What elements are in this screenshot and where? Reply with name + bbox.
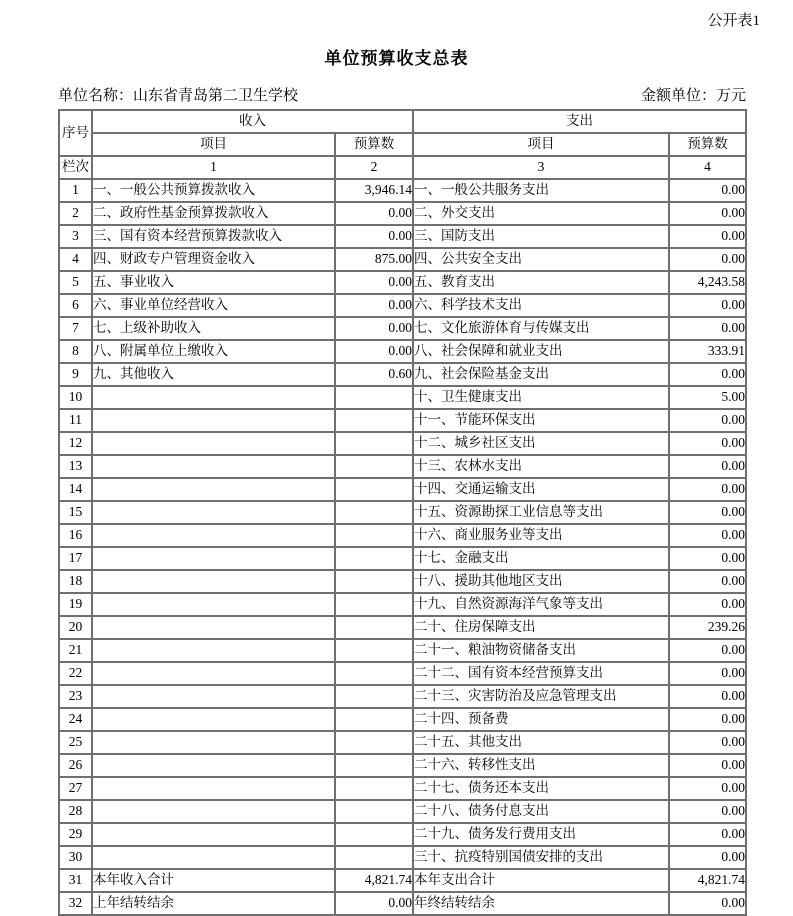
income-budget-cell [335,685,413,708]
expenditure-item-cell: 二十八、债务付息支出 [413,800,669,823]
expenditure-item-cell: 二十、住房保障支出 [413,616,669,639]
expenditure-budget-cell: 0.00 [669,754,746,777]
colindex-1: 1 [92,156,335,179]
table-row [59,869,746,892]
row-number-cell: 10 [59,386,92,409]
table-row [59,271,746,294]
row-number-cell: 11 [59,409,92,432]
income-budget-cell [335,662,413,685]
expenditure-item-cell: 七、文化旅游体育与传媒支出 [413,317,669,340]
income-item-cell: 本年收入合计 [92,869,335,892]
expenditure-item-cell: 五、教育支出 [413,271,669,294]
income-budget-cell [335,409,413,432]
table-row [59,524,746,547]
colindex-label: 栏次 [59,156,92,179]
expenditure-budget-cell: 333.91 [669,340,746,363]
table-row [59,616,746,639]
row-number-cell: 7 [59,317,92,340]
table-row [59,662,746,685]
row-number-cell: 9 [59,363,92,386]
income-budget-cell [335,524,413,547]
expenditure-item-cell: 十五、资源勘探工业信息等支出 [413,501,669,524]
row-number-cell: 31 [59,869,92,892]
income-budget-cell: 0.00 [335,892,413,915]
expenditure-budget-cell: 0.00 [669,800,746,823]
income-item-cell [92,823,335,846]
income-budget-cell [335,639,413,662]
table-row [59,225,746,248]
table-row [59,340,746,363]
table-row [59,432,746,455]
table-row [59,754,746,777]
table-row [59,455,746,478]
income-budget-cell: 3,946.14 [335,179,413,202]
row-number-cell: 12 [59,432,92,455]
expenditure-budget-cell: 0.00 [669,432,746,455]
expenditure-budget-cell: 5.00 [669,386,746,409]
row-number-cell: 30 [59,846,92,869]
income-item-cell [92,754,335,777]
income-budget-cell [335,800,413,823]
expenditure-budget-cell: 0.00 [669,225,746,248]
expenditure-budget-cell: 0.00 [669,708,746,731]
table-row [59,294,746,317]
expenditure-budget-cell: 0.00 [669,501,746,524]
budget-table [58,109,747,916]
table-row [59,708,746,731]
income-budget-cell [335,616,413,639]
expenditure-item-cell: 二十五、其他支出 [413,731,669,754]
income-budget-cell: 0.00 [335,340,413,363]
income-budget-cell: 0.00 [335,317,413,340]
expenditure-item-cell: 十七、金融支出 [413,547,669,570]
income-budget-cell [335,777,413,800]
table-row [59,248,746,271]
expenditure-budget-cell: 0.00 [669,294,746,317]
row-number-cell: 27 [59,777,92,800]
expenditure-budget-cell: 0.00 [669,777,746,800]
expenditure-item-cell: 十二、城乡社区支出 [413,432,669,455]
row-number-cell: 6 [59,294,92,317]
income-budget-cell [335,432,413,455]
row-number-cell: 2 [59,202,92,225]
income-budget-cell [335,501,413,524]
expenditure-budget-cell: 0.00 [669,823,746,846]
income-budget-cell [335,386,413,409]
income-item-cell [92,593,335,616]
income-item-cell [92,432,335,455]
expenditure-item-cell: 十八、援助其他地区支出 [413,570,669,593]
table-row [59,892,746,915]
income-item-cell [92,455,335,478]
row-number-cell: 15 [59,501,92,524]
expenditure-budget-cell: 0.00 [669,593,746,616]
income-item-cell: 七、上级补助收入 [92,317,335,340]
row-number-cell: 32 [59,892,92,915]
expenditure-item-cell: 二十七、债务还本支出 [413,777,669,800]
unit-name-label: 单位名称：山东省青岛第二卫生学校 [58,88,299,104]
row-number-cell: 13 [59,455,92,478]
income-budget-cell [335,593,413,616]
expenditure-budget-cell: 0.00 [669,547,746,570]
row-number-cell: 19 [59,593,92,616]
income-item-cell [92,547,335,570]
row-number-cell: 21 [59,639,92,662]
expenditure-item-cell: 八、社会保障和就业支出 [413,340,669,363]
table-row [59,846,746,869]
income-item-cell: 九、其他收入 [92,363,335,386]
header-expenditure: 支出 [413,110,746,133]
expenditure-budget-cell: 0.00 [669,570,746,593]
income-budget-cell: 0.00 [335,294,413,317]
income-item-cell [92,616,335,639]
header-income-item: 项目 [92,133,335,156]
expenditure-budget-cell: 0.00 [669,731,746,754]
income-budget-cell: 0.00 [335,225,413,248]
expenditure-budget-cell: 4,821.74 [669,869,746,892]
income-budget-cell: 0.00 [335,202,413,225]
income-item-cell [92,662,335,685]
row-number-cell: 18 [59,570,92,593]
row-number-cell: 14 [59,478,92,501]
header-expenditure-budget: 预算数 [669,133,746,156]
table-row [59,777,746,800]
expenditure-budget-cell: 0.00 [669,409,746,432]
income-budget-cell [335,455,413,478]
income-item-cell [92,731,335,754]
row-number-cell: 3 [59,225,92,248]
row-number-cell: 16 [59,524,92,547]
expenditure-budget-cell: 239.26 [669,616,746,639]
income-item-cell: 二、政府性基金预算拨款收入 [92,202,335,225]
header-expenditure-item: 项目 [413,133,669,156]
table-header [59,110,746,179]
expenditure-item-cell: 四、公共安全支出 [413,248,669,271]
expenditure-budget-cell: 0.00 [669,892,746,915]
row-number-cell: 17 [59,547,92,570]
expenditure-budget-cell: 0.00 [669,639,746,662]
colindex-3: 3 [413,156,669,179]
income-budget-cell [335,823,413,846]
expenditure-budget-cell: 0.00 [669,662,746,685]
row-number-cell: 22 [59,662,92,685]
table-row [59,800,746,823]
income-item-cell [92,846,335,869]
income-budget-cell [335,570,413,593]
income-item-cell: 三、国有资本经营预算拨款收入 [92,225,335,248]
income-budget-cell [335,754,413,777]
row-number-cell: 29 [59,823,92,846]
expenditure-item-cell: 六、科学技术支出 [413,294,669,317]
header-row-colindex [59,156,746,179]
income-item-cell: 四、财政专户管理资金收入 [92,248,335,271]
expenditure-item-cell: 十六、商业服务业等支出 [413,524,669,547]
row-number-cell: 26 [59,754,92,777]
income-budget-cell: 0.60 [335,363,413,386]
income-item-cell [92,478,335,501]
row-number-cell: 24 [59,708,92,731]
income-budget-cell [335,547,413,570]
row-number-cell: 28 [59,800,92,823]
income-item-cell [92,685,335,708]
header-income-budget: 预算数 [335,133,413,156]
expenditure-item-cell: 二十二、国有资本经营预算支出 [413,662,669,685]
expenditure-item-cell: 三、国防支出 [413,225,669,248]
table-row [59,478,746,501]
expenditure-item-cell: 十、卫生健康支出 [413,386,669,409]
expenditure-budget-cell: 0.00 [669,524,746,547]
table-row [59,179,746,202]
table-row [59,386,746,409]
income-item-cell [92,800,335,823]
table-row [59,823,746,846]
colindex-4: 4 [669,156,746,179]
table-row [59,570,746,593]
expenditure-item-cell: 十一、节能环保支出 [413,409,669,432]
income-budget-cell [335,478,413,501]
income-item-cell [92,570,335,593]
table-row [59,317,746,340]
income-item-cell [92,501,335,524]
income-item-cell: 六、事业单位经营收入 [92,294,335,317]
header-row-sections [59,110,746,133]
expenditure-item-cell: 二十九、债务发行费用支出 [413,823,669,846]
income-item-cell [92,409,335,432]
row-number-cell: 4 [59,248,92,271]
expenditure-budget-cell: 0.00 [669,846,746,869]
row-number-cell: 25 [59,731,92,754]
expenditure-budget-cell: 0.00 [669,455,746,478]
row-number-cell: 1 [59,179,92,202]
header-income: 收入 [92,110,413,133]
income-item-cell [92,524,335,547]
table-row [59,202,746,225]
expenditure-budget-cell: 0.00 [669,317,746,340]
expenditure-item-cell: 二十三、灾害防治及应急管理支出 [413,685,669,708]
income-budget-cell [335,708,413,731]
colindex-2: 2 [335,156,413,179]
expenditure-item-cell: 十三、农林水支出 [413,455,669,478]
income-budget-cell [335,731,413,754]
expenditure-budget-cell: 0.00 [669,202,746,225]
header-seq: 序号 [59,110,92,156]
table-row [59,363,746,386]
income-budget-cell: 0.00 [335,271,413,294]
table-row [59,547,746,570]
income-item-cell: 八、附属单位上缴收入 [92,340,335,363]
expenditure-item-cell: 二十四、预备费 [413,708,669,731]
income-item-cell: 上年结转结余 [92,892,335,915]
table-body [59,179,746,915]
expenditure-item-cell: 十九、自然资源海洋气象等支出 [413,593,669,616]
expenditure-budget-cell: 0.00 [669,685,746,708]
expenditure-item-cell: 二、外交支出 [413,202,669,225]
income-item-cell [92,386,335,409]
row-number-cell: 8 [59,340,92,363]
expenditure-budget-cell: 0.00 [669,179,746,202]
row-number-cell: 23 [59,685,92,708]
corner-label: 公开表1 [707,13,760,29]
income-item-cell [92,777,335,800]
table-row [59,639,746,662]
expenditure-budget-cell: 0.00 [669,248,746,271]
expenditure-item-cell: 本年支出合计 [413,869,669,892]
expenditure-budget-cell: 0.00 [669,363,746,386]
table-row [59,731,746,754]
income-item-cell [92,639,335,662]
table-row [59,685,746,708]
table-row [59,501,746,524]
expenditure-item-cell: 二十六、转移性支出 [413,754,669,777]
income-budget-cell: 4,821.74 [335,869,413,892]
income-item-cell [92,708,335,731]
amount-unit-label: 金额单位：万元 [640,88,746,104]
expenditure-item-cell: 九、社会保险基金支出 [413,363,669,386]
row-number-cell: 5 [59,271,92,294]
header-row-columns [59,133,746,156]
expenditure-budget-cell: 0.00 [669,478,746,501]
income-item-cell: 一、一般公共预算拨款收入 [92,179,335,202]
income-item-cell: 五、事业收入 [92,271,335,294]
expenditure-item-cell: 一、一般公共服务支出 [413,179,669,202]
expenditure-item-cell: 三十、抗疫特别国债安排的支出 [413,846,669,869]
income-budget-cell: 875.00 [335,248,413,271]
page-title: 单位预算收支总表 [324,49,469,68]
row-number-cell: 20 [59,616,92,639]
expenditure-item-cell: 二十一、粮油物资储备支出 [413,639,669,662]
table-row [59,593,746,616]
info-row [58,84,746,105]
expenditure-item-cell: 十四、交通运输支出 [413,478,669,501]
expenditure-item-cell: 年终结转结余 [413,892,669,915]
income-budget-cell [335,846,413,869]
table-row [59,409,746,432]
expenditure-budget-cell: 4,243.58 [669,271,746,294]
